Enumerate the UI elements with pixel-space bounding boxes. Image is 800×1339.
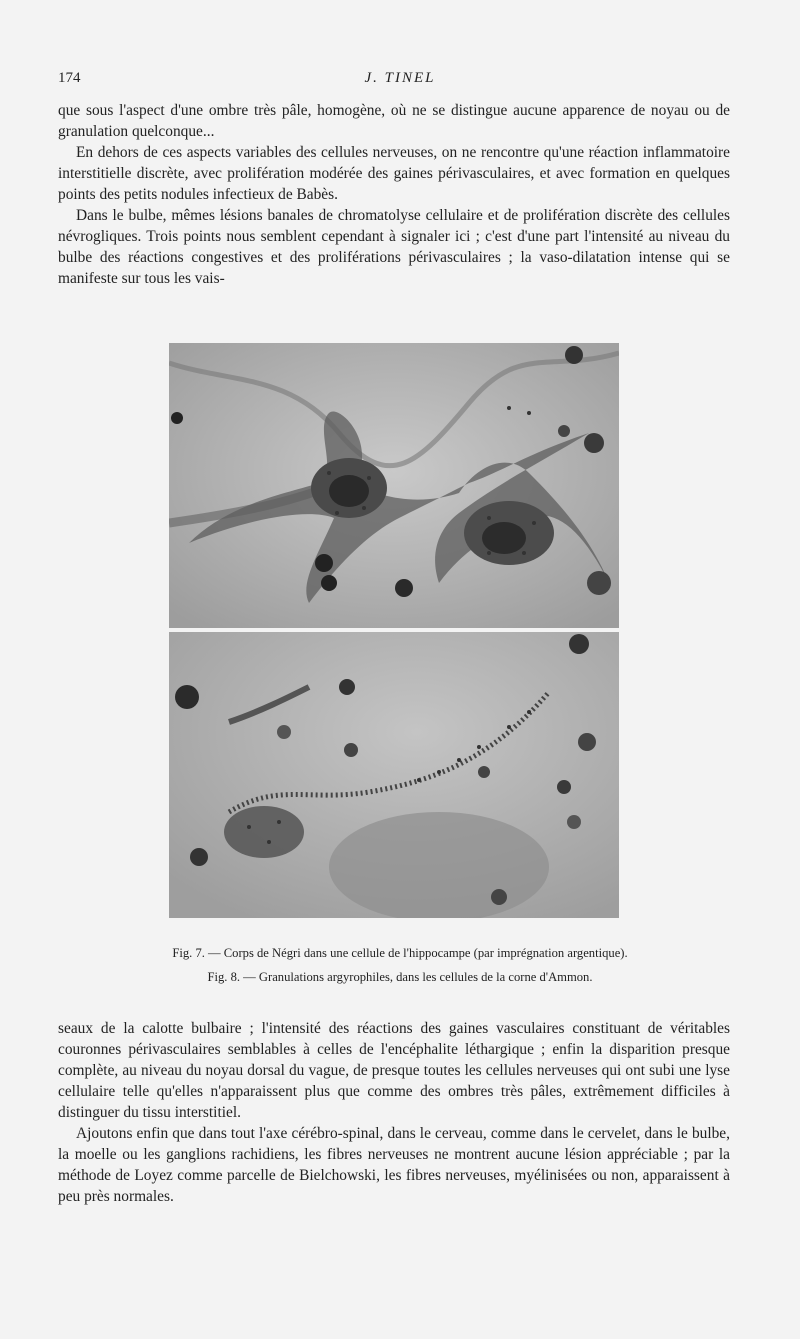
- bottom-text-block: [58, 1018, 730, 1207]
- figure-7-caption: Fig. 7. — Corps de Négri dans une cellule de l'hippocampe (par imprégnation argentique).: [172, 946, 628, 960]
- paragraph: seaux de la calotte bulbaire ; l'intensité des réactions des gaines vasculaires constituant de véritables couronnes périvasculaires semblables à celles de l'encéphalite léthargique ; enfin la disparition presque complète, au niveau du noyau dorsal du vague, de presque toutes les cellules nerveuses qui ont subi une lyse cellulaire telle qu'elles n'apparaissent plus que comme des ombres très pâles, extrêmement difficiles à distinguer du tissu interstitiel.: [58, 1020, 730, 1121]
- paragraph: que sous l'aspect d'une ombre très pâle, homogène, où ne se distingue aucune apparence de noyau ou de granulation quelconque...: [58, 102, 730, 140]
- paragraph: Ajoutons enfin que dans tout l'axe cérébro-spinal, dans le cerveau, comme dans le cervelet, dans le bulbe, la moelle ou les ganglions rachidiens, les fibres nerveuses ne montrent aucune lésion appréciable ; par la méthode de Loyez comme parcelle de Bielchowski, les fibres nerveuses, myélinisées ou non, apparaissent à peu près normales.: [58, 1125, 730, 1205]
- running-title: J. TINEL: [364, 70, 436, 86]
- paragraph: En dehors de ces aspects variables des cellules nerveuses, on ne rencontre qu'une réaction inflammatoire interstitielle discrète, avec prolifération modérée des gaines périvasculaires, et avec formation en quelques points des petits nodules infectieux de Babès.: [58, 144, 730, 203]
- figure-8-caption: Fig. 8. — Granulations argyrophiles, dans les cellules de la corne d'Ammon.: [207, 970, 593, 984]
- figure-8-micrograph: [169, 632, 619, 918]
- top-text-block: [58, 100, 730, 289]
- page-number: 174: [58, 70, 81, 86]
- paragraph: Dans le bulbe, mêmes lésions banales de chromatolyse cellulaire et de prolifération discrète des cellules névrogliques. Trois points nous semblent cependant à signaler ici ; c'est d'une part l'intensité au niveau du bulbe des réactions congestives et des proliférations périvasculaires ; la vaso-dilatation intense qui se manifeste sur tous les vais-: [58, 207, 730, 287]
- figure-7-micrograph: [169, 343, 619, 628]
